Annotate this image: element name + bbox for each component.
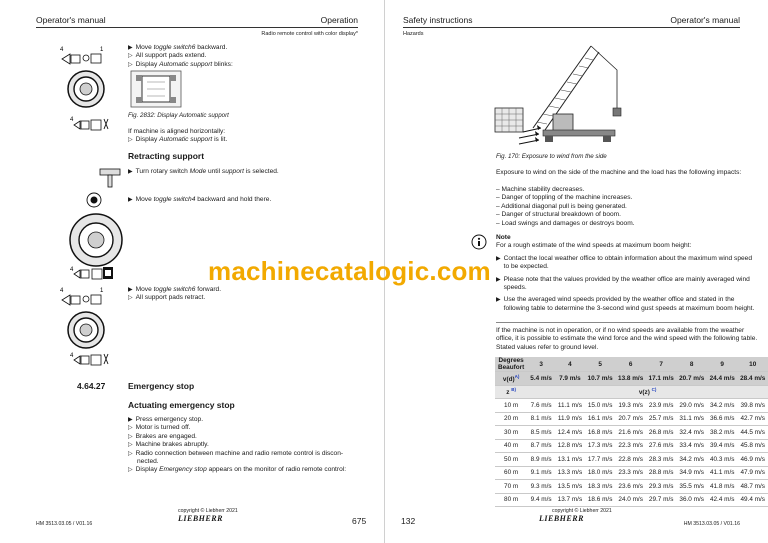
table-cell: 39.4 m/s (707, 439, 738, 453)
svg-text:4: 4 (70, 353, 74, 359)
table-cell: 41.1 m/s (707, 466, 738, 480)
height-cell: 40 m (495, 439, 527, 453)
actuating-emergency-stop-heading: Actuating emergency stop (128, 400, 235, 410)
table-cell: 38.2 m/s (707, 426, 738, 440)
table-cell: 33.4 m/s (676, 439, 707, 453)
table-cell: 28.8 m/s (646, 466, 677, 480)
table-cell: 42.7 m/s (737, 412, 768, 426)
table-cell: 16.1 m/s (585, 412, 616, 426)
support-symbol-icon (70, 115, 114, 131)
table-cell: 47.9 m/s (737, 466, 768, 480)
height-cell: 20 m (495, 412, 527, 426)
table-row (495, 480, 768, 494)
table-cell: 8.9 m/s (527, 453, 555, 467)
fig-170-caption: Fig. 170: Exposure to wind from the side (496, 153, 607, 160)
table-cell: 49.4 m/s (737, 493, 768, 507)
table-cell: 32.4 m/s (676, 426, 707, 440)
left-footer-copyright: copyright © Liebherr 2021 (178, 508, 238, 514)
svg-text:4: 4 (60, 288, 64, 294)
svg-text:4: 4 (70, 117, 74, 123)
crane-wind-illustration (493, 38, 633, 146)
table-cell: 17.3 m/s (585, 439, 616, 453)
aligned-horizontally-text: If machine is aligned horizontally: ▷ Display Automatic support is lit. (128, 128, 228, 144)
table-cell: 34.2 m/s (676, 453, 707, 467)
left-footer-doc: HM 3513.03.05 / V01.16 (36, 521, 93, 527)
height-cell: 80 m (495, 493, 527, 507)
table-cell: 13.7 m/s (555, 493, 585, 507)
step-move-toggle4: ▶ Move toggle switch4 backward and hold there. (128, 196, 272, 203)
table-cell: 7.9 m/s (555, 372, 585, 386)
left-header-title: Operator's manual (36, 15, 106, 25)
table-cell: 9 (707, 357, 738, 372)
rotary-switch-icon (98, 166, 122, 188)
table-cell: 17.1 m/s (646, 372, 677, 386)
table-row (495, 466, 768, 480)
wind-note: Note For a rough estimate of the wind speeds at maximum boom height: ▶ Contact the local weather office to obtain information about the maximum wind speed to be expected. ▶ Please note that the values provided by the weather office are mainly averaged wind speeds. ▶ Use the averaged wind speeds provided by the weather office and stated in the following table to determine the 3-second wind gust speeds at maximum boom height. (496, 234, 755, 312)
table-cell: 18.3 m/s (585, 480, 616, 494)
degrees-beaufort-label: Degrees Beaufort (495, 357, 527, 372)
table-cell: 42.4 m/s (707, 493, 738, 507)
toggle-switch4-icon (86, 192, 102, 208)
table-cell: 8 (676, 357, 707, 372)
table-cell: 3 (527, 357, 555, 372)
table-cell: 39.8 m/s (737, 399, 768, 413)
table-cell: 28.3 m/s (646, 453, 677, 467)
right-header-manual: Operator's manual (670, 15, 740, 25)
table-cell: 21.6 m/s (615, 426, 646, 440)
table-cell: 12.8 m/s (555, 439, 585, 453)
table-cell: 29.3 m/s (646, 480, 677, 494)
right-footer-doc: HM 3513.03.05 / V01.16 (683, 521, 740, 527)
table-cell: 48.7 m/s (737, 480, 768, 494)
height-cell: 50 m (495, 453, 527, 467)
height-cell: 10 m (495, 399, 527, 413)
table-cell: 16.8 m/s (585, 426, 616, 440)
table-cell: 6 (615, 357, 646, 372)
retracting-support-heading: Retracting support (128, 151, 205, 161)
table-row (495, 412, 768, 426)
table-row (495, 453, 768, 467)
table-cell: 20.7 m/s (615, 412, 646, 426)
table-cell: 44.5 m/s (737, 426, 768, 440)
table-cell: 8.7 m/s (527, 439, 555, 453)
step-move-toggle6-forward: ▶ Move toggle switch6 forward. ▷ All support pads retract. (128, 286, 222, 302)
table-cell: 5 (585, 357, 616, 372)
wind-impacts-intro: Exposure to wind on the side of the machine and the load has the following impacts: (496, 169, 742, 176)
svg-text:4: 4 (70, 267, 74, 273)
right-subheader: Hazards (403, 31, 424, 37)
table-cell: 23.3 m/s (615, 466, 646, 480)
toggle-switch-icon (58, 43, 114, 109)
table-cell: 27.6 m/s (646, 439, 677, 453)
table-cell: 18.6 m/s (585, 493, 616, 507)
table-cell: 34.9 m/s (676, 466, 707, 480)
table-cell: 19.3 m/s (615, 399, 646, 413)
support-display-icon (70, 264, 114, 280)
vd-label: $v(d)^{A)}$ (495, 372, 527, 386)
right-page-number: 132 (401, 516, 416, 526)
table-cell: 13.8 m/s (615, 372, 646, 386)
vz-label: v(z) $^{C)}$ (527, 385, 768, 399)
table-cell: 29.7 m/s (646, 493, 677, 507)
table-cell: 12.4 m/s (555, 426, 585, 440)
left-liebherr-logo: LIEBHERR (178, 514, 223, 523)
toggle-knob-icon (68, 212, 124, 268)
table-cell: 8.1 m/s (527, 412, 555, 426)
table-cell: 4 (555, 357, 585, 372)
svg-text:1: 1 (100, 47, 104, 53)
table-cell: 23.9 m/s (646, 399, 677, 413)
table-cell: 36.6 m/s (707, 412, 738, 426)
table-row (495, 426, 768, 440)
support-retract-icon (70, 350, 114, 366)
toggle-switch6-icon (58, 284, 114, 350)
svg-text:1: 1 (100, 288, 104, 294)
table-cell: 9.3 m/s (527, 480, 555, 494)
table-cell: 41.8 m/s (707, 480, 738, 494)
table-cell: 18.0 m/s (585, 466, 616, 480)
table-cell: 35.5 m/s (676, 480, 707, 494)
table-cell: 24.0 m/s (615, 493, 646, 507)
right-liebherr-logo: LIEBHERR (539, 514, 584, 523)
fig-2832-caption: Fig. 2832: Display Automatic support (128, 112, 229, 119)
table-cell: 22.8 m/s (615, 453, 646, 467)
table-cell: 17.7 m/s (585, 453, 616, 467)
table-cell: 11.1 m/s (555, 399, 585, 413)
step-rotary-mode: ▶ Turn rotary switch Mode until support is selected. (128, 168, 279, 175)
emergency-stop-heading: Emergency stop (128, 381, 195, 391)
table-cell: 10 (737, 357, 768, 372)
height-cell: 70 m (495, 480, 527, 494)
right-header-title: Safety instructions (403, 15, 473, 25)
table-cell: 34.2 m/s (707, 399, 738, 413)
table-cell: 22.3 m/s (615, 439, 646, 453)
left-header-section: Operation (320, 15, 358, 25)
table-cell: 45.8 m/s (737, 439, 768, 453)
emergency-stop-steps: ▶ Press emergency stop. ▷ Motor is turned off. ▷ Brakes are engaged. ▷ Machine brakes abruptly. ▷ Radio connection between machine and radio remote control is discon- nected. ▷ Display Emergency stop appears on the monitor of radio remote control: (128, 416, 347, 474)
table-cell: 40.3 m/s (707, 453, 738, 467)
table-row (495, 385, 768, 399)
table-cell: 20.7 m/s (676, 372, 707, 386)
table-cell: 7 (646, 357, 677, 372)
table-row (495, 493, 768, 507)
estimate-paragraph: If the machine is not in operation, or if no wind speeds are available from the weather office, it is possible to estimate the wind force and the wind speed with the following table. Stated values refer to ground level. (496, 327, 758, 351)
info-icon (471, 234, 487, 250)
table-cell: 5.4 m/s (527, 372, 555, 386)
height-cell: 60 m (495, 466, 527, 480)
left-subheader: Radio remote control with color display* (261, 31, 358, 37)
table-cell: 31.1 m/s (676, 412, 707, 426)
table-cell: 7.6 m/s (527, 399, 555, 413)
table-cell: 9.1 m/s (527, 466, 555, 480)
table-cell: 28.4 m/s (737, 372, 768, 386)
table-cell: 24.4 m/s (707, 372, 738, 386)
left-page-number: 675 (352, 516, 367, 526)
table-row (495, 372, 768, 386)
table-cell: 23.6 m/s (615, 480, 646, 494)
table-cell: 13.3 m/s (555, 466, 585, 480)
table-cell: 46.9 m/s (737, 453, 768, 467)
table-header-row (495, 357, 768, 372)
table-cell: 10.7 m/s (585, 372, 616, 386)
svg-text:4: 4 (60, 47, 64, 53)
section-number: 4.64.27 (77, 381, 106, 391)
z-label: z $^{B)}$ (495, 385, 527, 399)
right-footer-copyright: copyright © Liebherr 2021 (552, 508, 612, 514)
table-cell: 25.7 m/s (646, 412, 677, 426)
table-row (495, 439, 768, 453)
watermark: machinecatalogic.com (208, 256, 491, 286)
table-row (495, 399, 768, 413)
step-move-toggle6: ▶ Move toggle switch6 backward. ▷ All support pads extend. ▷ Display Automatic support blinks: (128, 44, 233, 68)
table-cell: 26.8 m/s (646, 426, 677, 440)
height-cell: 30 m (495, 426, 527, 440)
table-cell: 36.0 m/s (676, 493, 707, 507)
table-cell: 29.0 m/s (676, 399, 707, 413)
table-cell: 8.5 m/s (527, 426, 555, 440)
display-automatic-support-figure (130, 70, 182, 108)
table-cell: 13.5 m/s (555, 480, 585, 494)
table-cell: 9.4 m/s (527, 493, 555, 507)
table-cell: 11.9 m/s (555, 412, 585, 426)
table-cell: 13.1 m/s (555, 453, 585, 467)
table-cell: 15.0 m/s (585, 399, 616, 413)
wind-impacts-list: – Machine stability decreases. – Danger of toppling of the machine increases. – Additional diagonal pull is being generated. – Danger of structural breakdown of boom. – Load swings and damages or destroys boom. (496, 186, 635, 227)
beaufort-wind-table (495, 357, 768, 507)
